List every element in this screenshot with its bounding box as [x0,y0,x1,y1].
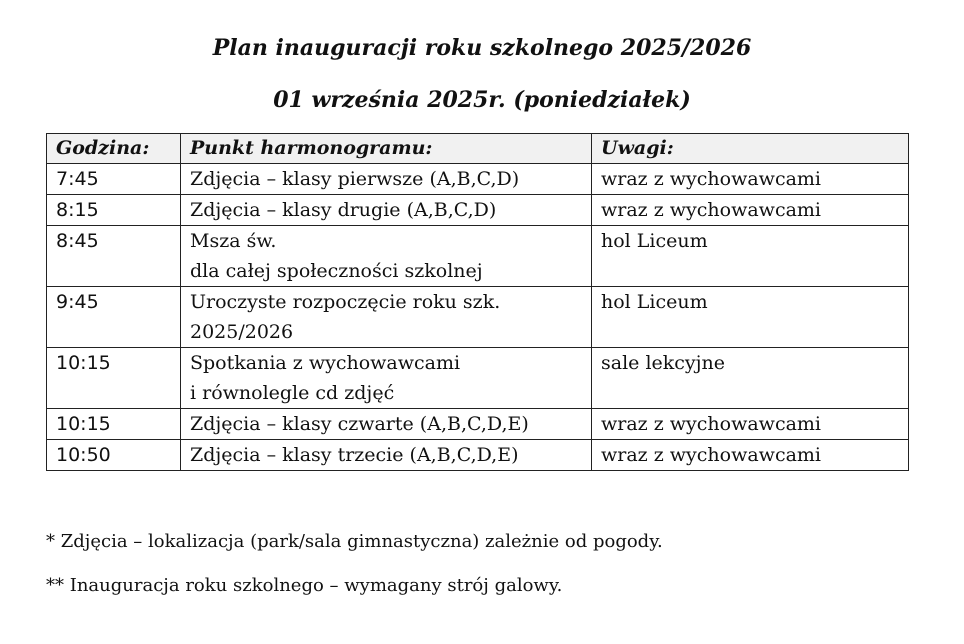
row-notes: wraz z wychowawcami [592,195,909,226]
schedule-table [46,133,909,471]
row-item [181,226,592,287]
table-row [47,440,909,471]
row-item-line: Zdjęcia – klasy trzecie (A,B,C,D,E) [190,444,519,466]
row-time: 10:15 [47,409,181,440]
header-notes: Uwagi: [592,134,909,164]
row-time: 9:45 [47,287,181,348]
table-row [47,226,909,287]
table-row [47,164,909,195]
row-item [181,409,592,440]
row-notes: sale lekcyjne [592,348,909,409]
row-item [181,164,592,195]
row-time: 8:15 [47,195,181,226]
row-item [181,287,592,348]
document-title: Plan inauguracji roku szkolnego 2025/2026 [212,35,752,61]
row-item-line: i równolegle cd zdjęć [190,382,395,404]
table-row [47,348,909,409]
row-item [181,348,592,409]
row-item-line: Zdjęcia – klasy pierwsze (A,B,C,D) [190,168,520,190]
footnote-photos: * Zdjęcia – lokalizacja (park/sala gimnastyczna) zależnie od pogody. [46,531,663,552]
row-notes: hol Liceum [592,226,909,287]
header-time: Godzina: [47,134,181,164]
footnote-dress-code: ** Inauguracja roku szkolnego – wymagany strój galowy. [46,575,563,596]
row-notes: wraz z wychowawcami [592,409,909,440]
table-row [47,195,909,226]
row-item-line: Msza św. [190,230,277,252]
row-time: 10:50 [47,440,181,471]
row-item [181,195,592,226]
document-date: 01 września 2025r. (poniedziałek) [273,87,691,113]
row-item-line: Zdjęcia – klasy drugie (A,B,C,D) [190,199,497,221]
row-time: 8:45 [47,226,181,287]
row-item-line: 2025/2026 [190,321,294,343]
row-time: 10:15 [47,348,181,409]
table-header-row [47,134,909,164]
row-item-line: Spotkania z wychowawcami [190,352,461,374]
row-notes: wraz z wychowawcami [592,164,909,195]
table-row [47,409,909,440]
row-time: 7:45 [47,164,181,195]
row-notes: hol Liceum [592,287,909,348]
row-item [181,440,592,471]
row-item-line: dla całej społeczności szkolnej [190,260,483,282]
header-item: Punkt harmonogramu: [181,134,592,164]
row-item-line: Zdjęcia – klasy czwarte (A,B,C,D,E) [190,413,529,435]
row-item-line: Uroczyste rozpoczęcie roku szk. [190,291,501,313]
row-notes: wraz z wychowawcami [592,440,909,471]
table-row [47,287,909,348]
